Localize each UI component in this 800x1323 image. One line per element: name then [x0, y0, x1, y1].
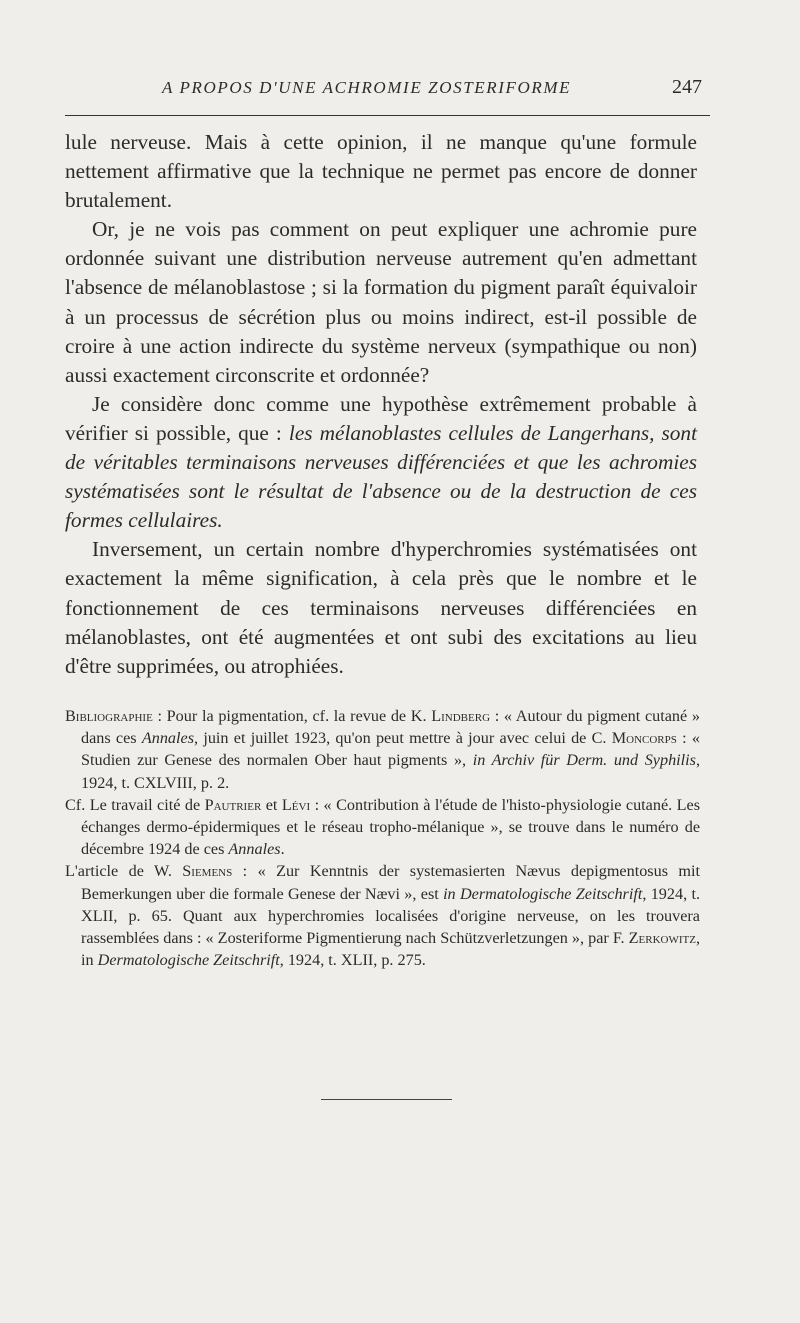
entry-1-text-a: : Pour la pigmentation, cf. la revue de K. — [152, 707, 432, 725]
journal-archiv: in Archiv für Derm. und Syphilis — [472, 751, 696, 770]
paragraph-3 — [65, 390, 697, 535]
entry-2-text-a: Cf. Le travail cité de — [65, 795, 205, 814]
entry-3-text-a: L'article de W. — [65, 862, 183, 881]
entry-3-text-e: , 1924, t. XLII, p. 275. — [279, 951, 426, 970]
paragraph-2: Or, je ne vois pas comment on peut expliquer une achromie pure ordonnée suivant une distribution nerveuse autrement qu'en admettant l'absence de mélanoblastose ; si la formation du pigment paraît équivaloir à un processus de sécrétion plus ou moins indirect, est-il possible de croire à une action indirecte du système nerveux (sympathique ou non) aussi exactement circonscrite et ordonnée? — [65, 217, 697, 387]
author-zerkowitz: Zerkowitz — [628, 929, 696, 948]
author-siemens: Siemens — [182, 862, 233, 881]
entry-2-text-d: . — [280, 840, 285, 859]
bibliography-label: Bibliographie — [65, 707, 153, 725]
page-number: 247 — [672, 76, 702, 98]
page-header — [65, 76, 710, 106]
end-rule — [321, 1099, 452, 1100]
entry-3-text-d: , in — [81, 929, 700, 970]
entry-1-text-b: : « Autour du pigment cutané » dans ces — [81, 707, 700, 748]
journal-dermatologische: in Dermatologische Zeitschrift — [443, 884, 643, 903]
paragraph-3-hypothesis: les mélanoblastes cellules de Langerhans, sont de véritables terminaisons nerveuses différenciées et que les achromies systématisées sont le résultat de l'absence ou de la destruction de ces formes cellulaires. — [65, 420, 697, 533]
author-lindberg: Lindberg — [431, 707, 491, 725]
author-levi: Lévi — [281, 795, 311, 814]
entry-2-text-c: : « Contribution à l'étude de l'histo-physiologie cutané. Les échanges dermo-épidermiques et le réseau tropho-mélanique », se trouve dans le numéro de décembre 1924 de ces — [81, 795, 701, 859]
header-rule — [65, 115, 710, 116]
entry-2-text-b: et — [261, 795, 282, 814]
entry-1-text-d: : « Studien zur Genese des normalen Ober haut pigments », — [81, 729, 700, 770]
bibliography-entry-3 — [65, 860, 700, 971]
paragraph-4: Inversement, un certain nombre d'hyperchromies systématisées ont exactement la même signification, à cela près que le nombre et le fonctionnement de ces terminaisons nerveuses différenciées en mélanoblastes, ont été augmentées et ont subi des excitations au lieu d'être supprimées, ou atrophiées. — [65, 537, 697, 678]
entry-3-text-b: : « Zur Kenntnis der systemasierten Nævus depigmentosus mit Bemerkungen uber die formale Genese der Nævi », est — [81, 862, 700, 903]
journal-annales: Annales — [141, 729, 195, 748]
journal-dermatologische-2: Dermatologische Zeitschrift — [97, 951, 280, 970]
bibliography — [65, 705, 700, 971]
running-title: A PROPOS D'UNE ACHROMIE ZOSTERIFORME — [162, 78, 572, 97]
entry-1-text-e: , 1924, t. CXLVIII, p. 2. — [81, 751, 701, 792]
paragraph-1: lule nerveuse. Mais à cette opinion, il ne manque qu'une formule nettement affirmative que la technique ne permet pas encore de donner brutalement. — [65, 130, 697, 213]
main-text — [65, 128, 697, 681]
entry-3-text-c: , 1924, t. XLII, p. 65. Quant aux hyperchromies localisées d'origine nerveuse, on les trouvera rassemblées dans : « Zosteriforme Pigmentierung nach Schützverletzungen », par F. — [81, 884, 700, 948]
bibliography-entry-2 — [65, 794, 700, 861]
author-moncorps: Moncorps — [611, 729, 677, 748]
entry-1-text-c: , juin et juillet 1923, qu'on peut mettre à jour avec celui de C. — [194, 729, 612, 748]
author-pautrier: Pautrier — [204, 795, 262, 814]
bibliography-entry-1 — [65, 705, 700, 794]
journal-annales-2: Annales — [228, 840, 281, 859]
paragraph-3-text: Je considère donc comme une hypothèse extrêmement probable à vérifier si possible, que : — [65, 391, 697, 445]
